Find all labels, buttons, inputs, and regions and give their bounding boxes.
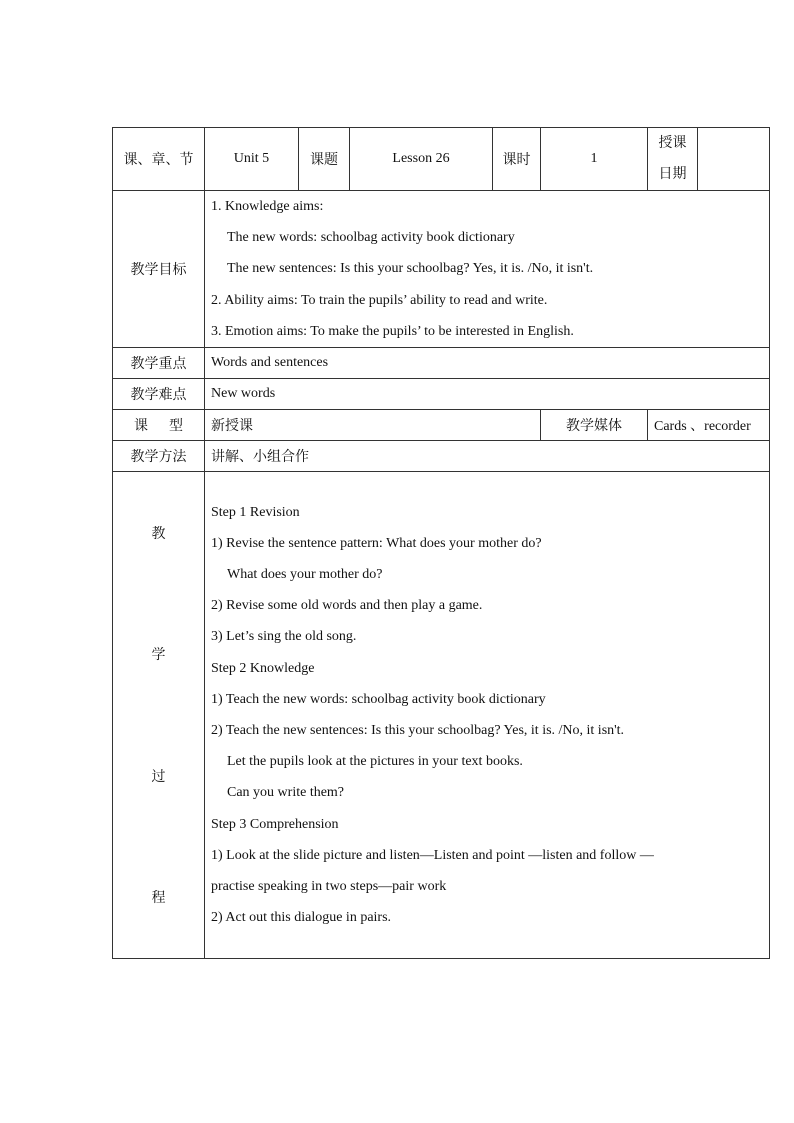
- key-points-value: Words and sentences: [205, 347, 770, 378]
- process-line: 2) Teach the new sentences: Is this your schoolbag? Yes, it is. /No, it isn't.: [211, 722, 625, 738]
- objective-line: 1. Knowledge aims:: [211, 199, 324, 214]
- date-label: [648, 128, 698, 191]
- period-value: 1: [541, 128, 648, 191]
- process-line: 1) Teach the new words: schoolbag activity book dictionary: [211, 691, 546, 707]
- process-line: practise speaking in two steps—pair work: [211, 878, 447, 894]
- date-label-line-1: 授课: [658, 136, 687, 151]
- objective-line: The new sentences: Is this your schoolbag? Yes, it is. /No, it isn't.: [227, 261, 594, 277]
- lesson-plan-table: [112, 127, 770, 959]
- objective-line: The new words: schoolbag activity book dictionary: [227, 230, 515, 246]
- process-line: 2) Revise some old words and then play a game.: [211, 598, 483, 614]
- lesson-type-value: 新授课: [205, 409, 541, 440]
- process-line: 2) Act out this dialogue in pairs.: [211, 910, 392, 926]
- date-value: [698, 128, 770, 191]
- process-row: [113, 471, 770, 958]
- topic-value: Lesson 26: [350, 128, 493, 191]
- header-row: [113, 128, 770, 191]
- difficulties-label: 教学难点: [113, 378, 205, 409]
- process-label-char: 过: [151, 769, 166, 785]
- topic-label: 课题: [299, 128, 350, 191]
- process-line: 1) Look at the slide picture and listen—Listen and point —listen and follow —: [211, 847, 654, 863]
- methods-value: 讲解、小组合作: [205, 440, 770, 471]
- process-label: [113, 471, 205, 958]
- process-line: 3) Let’s sing the old song.: [211, 629, 357, 645]
- process-line: Can you write them?: [227, 785, 345, 801]
- process-line: Step 2 Knowledge: [211, 660, 315, 676]
- process-content: [205, 471, 770, 958]
- lesson-type-label: 课 型: [113, 409, 205, 440]
- process-label-char: 程: [151, 891, 166, 907]
- difficulties-row: [113, 378, 770, 409]
- objective-line: 2. Ability aims: To train the pupils’ ability to read and write.: [211, 292, 548, 308]
- key-points-label: 教学重点: [113, 347, 205, 378]
- methods-row: [113, 440, 770, 471]
- process-line: Let the pupils look at the pictures in your text books.: [227, 754, 523, 770]
- lesson-type-row: [113, 409, 770, 440]
- process-label-char: 学: [151, 648, 166, 664]
- key-points-row: [113, 347, 770, 378]
- objective-line: 3. Emotion aims: To make the pupils’ to be interested in English.: [211, 323, 574, 339]
- media-value: Cards 、recorder: [648, 409, 770, 440]
- date-label-line-2: 日期: [658, 167, 687, 182]
- process-line: Step 3 Comprehension: [211, 816, 339, 832]
- period-label: 课时: [493, 128, 541, 191]
- objectives-label: 教学目标: [113, 191, 205, 348]
- media-label: 教学媒体: [541, 409, 648, 440]
- process-label-char: 教: [151, 526, 166, 542]
- unit-value: Unit 5: [205, 128, 299, 191]
- objectives-content: [205, 191, 770, 348]
- objectives-row: [113, 191, 770, 348]
- unit-label: 课、章、节: [113, 128, 205, 191]
- process-line: Step 1 Revision: [211, 504, 300, 520]
- process-line: What does your mother do?: [227, 567, 383, 582]
- difficulties-value: New words: [205, 378, 770, 409]
- process-line: 1) Revise the sentence pattern: What does your mother do?: [211, 535, 542, 551]
- methods-label: 教学方法: [113, 440, 205, 471]
